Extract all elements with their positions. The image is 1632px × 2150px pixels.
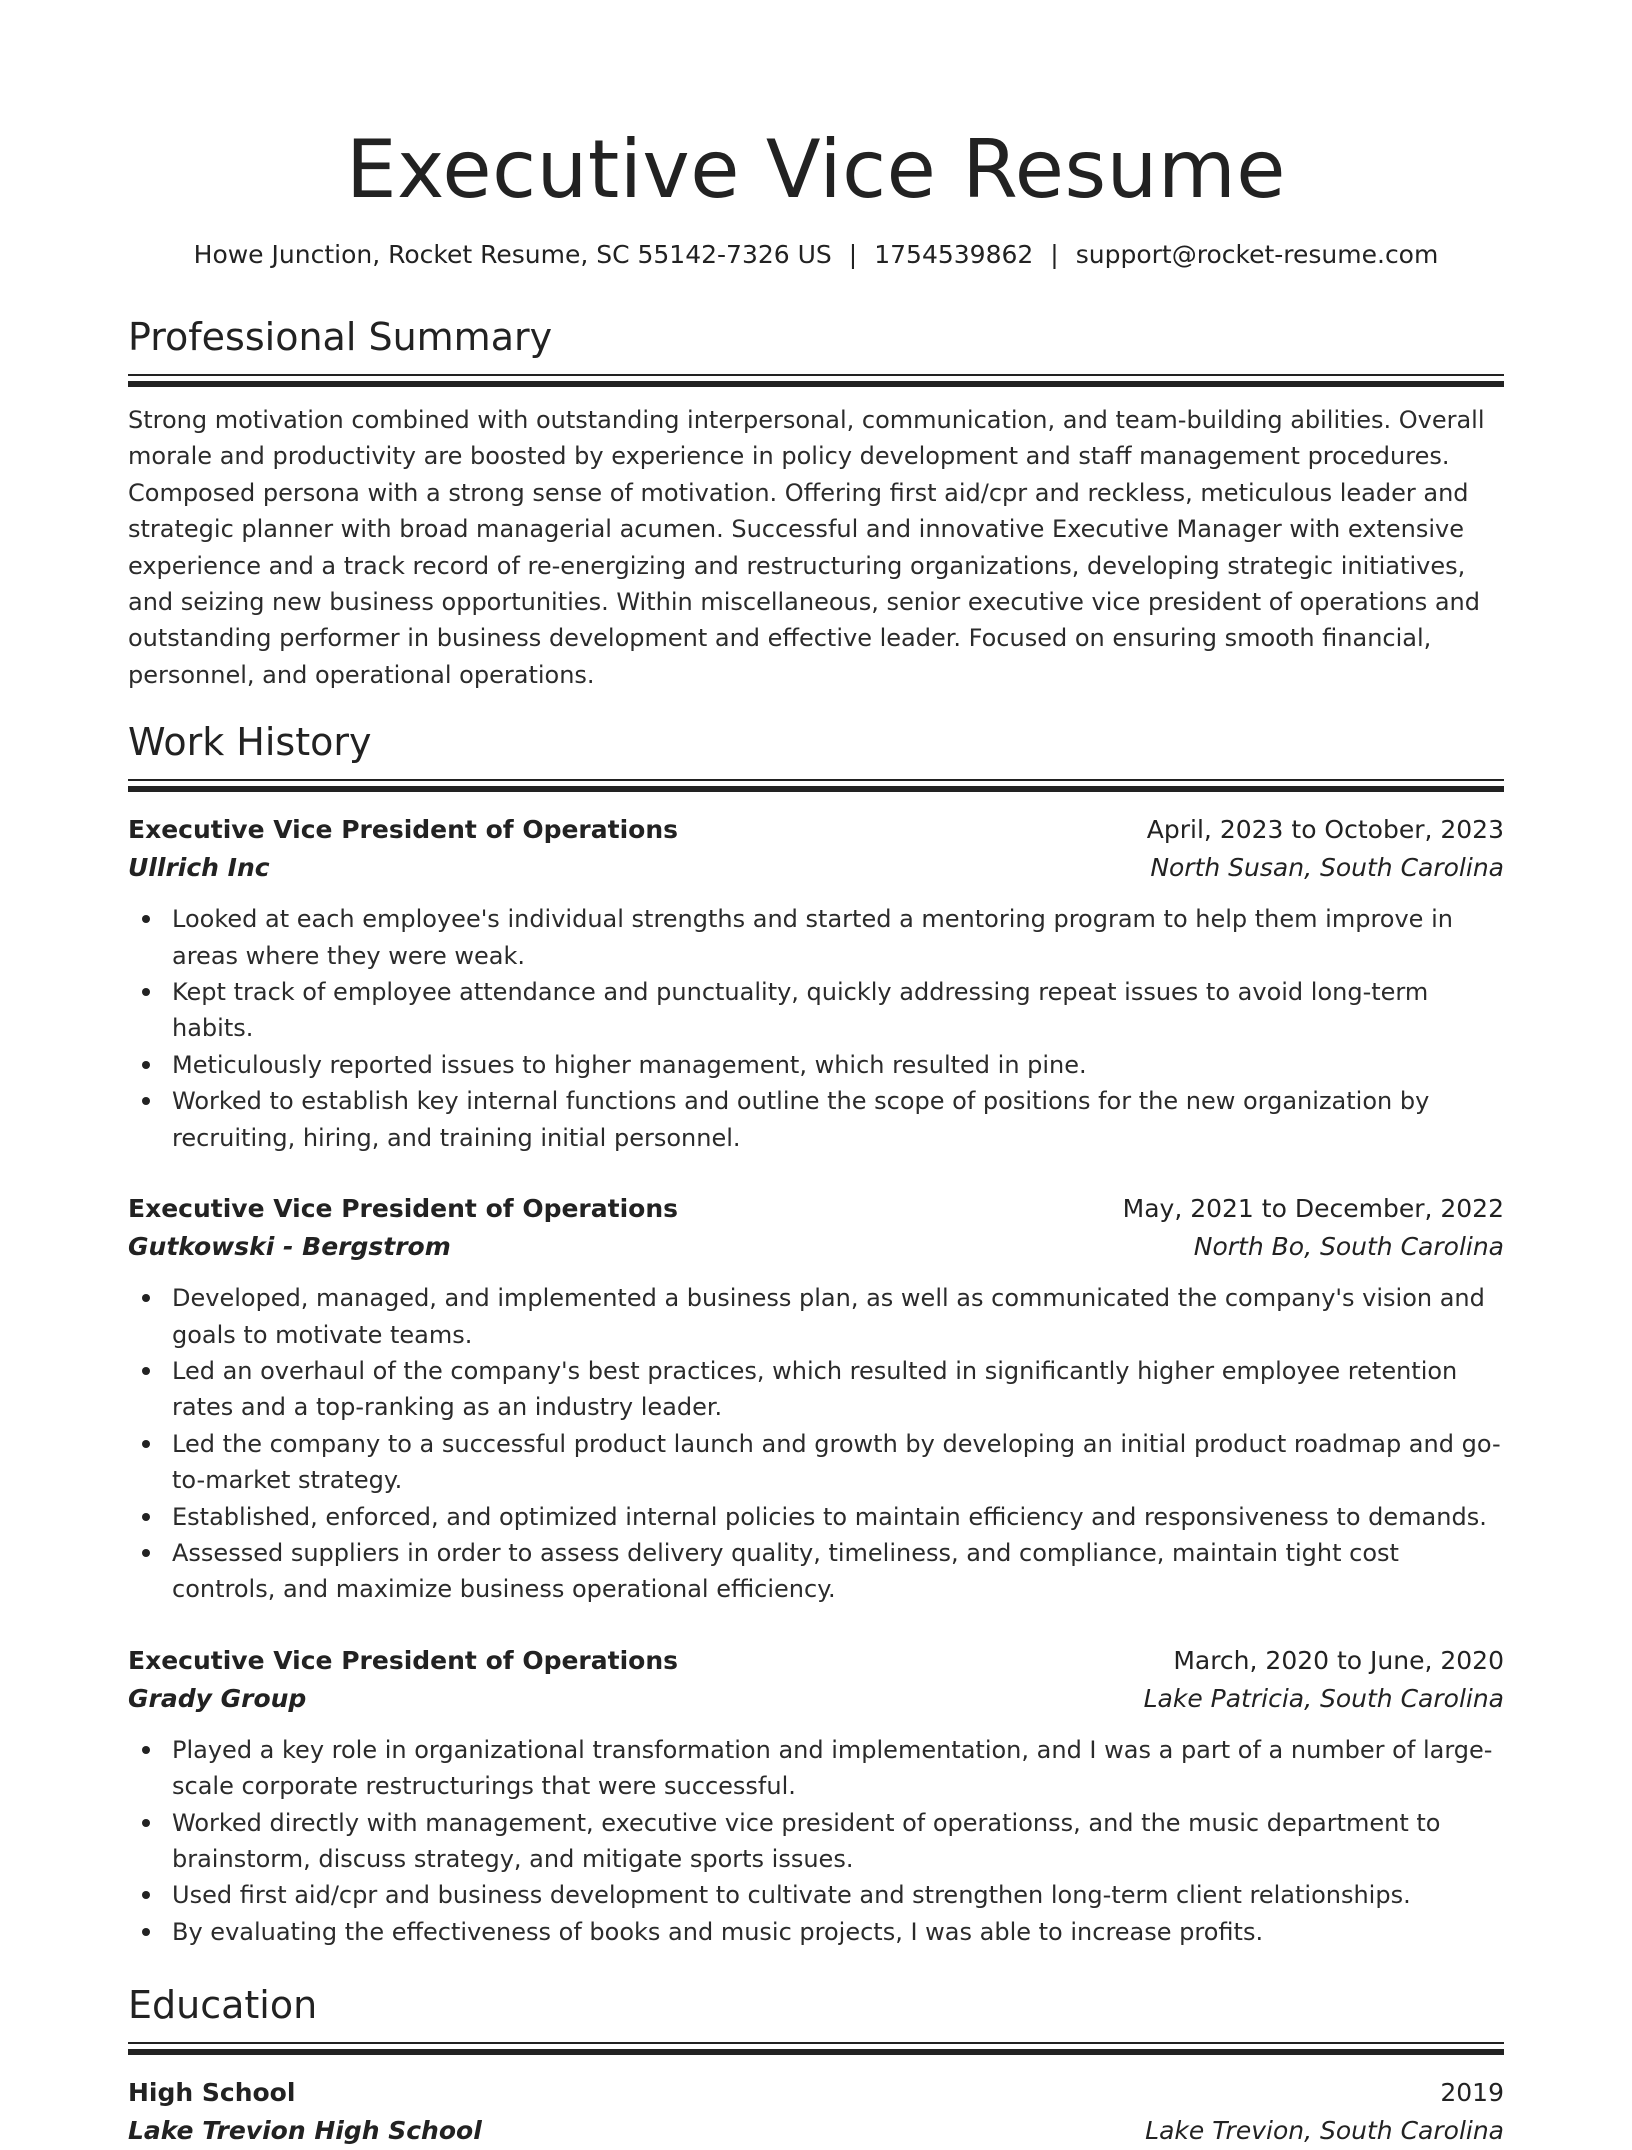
job-bullet: Assessed suppliers in order to assess delivery quality, timeliness, and compliance, maintain tight cost controls, and maximize business operational efficiency.: [128, 1535, 1504, 1608]
job-location: North Susan, South Carolina: [1150, 853, 1504, 883]
section-divider: [128, 2042, 1504, 2056]
job-location: North Bo, South Carolina: [1193, 1232, 1504, 1262]
contact-phone: 1754539862: [874, 240, 1034, 269]
education-school-row: [128, 2112, 1504, 2150]
job-company: Ullrich Inc: [128, 853, 270, 883]
section-divider: [128, 779, 1504, 793]
job-company-row: [128, 1680, 1504, 1718]
job-bullet: Led the company to a successful product launch and growth by developing an initial product roadmap and go-to-market strategy.: [128, 1426, 1504, 1499]
summary-text: Strong motivation combined with outstanding interpersonal, communication, and team-building abilities. Overall morale and productivity are boosted by experience in policy development and staff management procedures. Composed persona with a strong sense of motivation. Offering first aid/cpr and reckless, meticulous leader and strategic planner with broad managerial acumen. Successful and innovative Executive Manager with extensive experience and a track record of re-energizing and restructuring organizations, developing strategic initiatives, and seizing new business opportunities. Within miscellaneous, senior executive vice president of operations and outstanding performer in business development and effective leader. Focused on ensuring smooth financial, personnel, and operational operations.: [128, 406, 1485, 689]
section-heading-education: Education: [128, 1983, 318, 2028]
section-heading-summary: Professional Summary: [128, 315, 553, 359]
contact-email: support@rocket-resume.com: [1075, 240, 1439, 269]
job-company: Gutkowski - Bergstrom: [128, 1232, 451, 1262]
contact-separator: |: [1050, 240, 1059, 269]
resume-title: Executive Vice Resume: [346, 123, 1286, 216]
job-dates: March, 2020 to June, 2020: [1173, 1645, 1504, 1675]
job-location: Lake Patricia, South Carolina: [1143, 1683, 1504, 1713]
job-bullet: Looked at each employee's individual strengths and started a mentoring program to help them improve in areas where they were weak.: [128, 901, 1504, 974]
job-title: Executive Vice President of Operations: [128, 1645, 678, 1675]
work-history-section: [128, 717, 1504, 1950]
job-bullet: By evaluating the effectiveness of books and music projects, I was able to increase profits.: [128, 1914, 1504, 1950]
job-bullet: Meticulously reported issues to higher management, which resulted in pine.: [128, 1047, 1504, 1083]
job-company-row: [128, 849, 1504, 887]
education-year: 2019: [1440, 2078, 1504, 2108]
job-header-row: [128, 1190, 1504, 1228]
education-degree: High School: [128, 2078, 296, 2108]
contact-separator: |: [848, 240, 858, 269]
job-bullet: Developed, managed, and implemented a business plan, as well as communicated the company's vision and goals to motivate teams.: [128, 1280, 1504, 1353]
contact-line: [128, 238, 1504, 272]
job-title: Executive Vice President of Operations: [128, 1194, 678, 1224]
education-location: Lake Trevion, South Carolina: [1145, 2116, 1504, 2146]
contact-address: Howe Junction, Rocket Resume, SC 55142-7326 US: [193, 240, 832, 269]
job-title: Executive Vice President of Operations: [128, 815, 678, 845]
job-bullets: [128, 1280, 1504, 1608]
section-divider: [128, 374, 1504, 388]
job-entry: [128, 811, 1504, 1156]
job-header-row: [128, 811, 1504, 849]
job-bullet: Worked to establish key internal functions and outline the scope of positions for the new organization by recruiting, hiring, and training initial personnel.: [128, 1083, 1504, 1156]
section-heading-work-history: Work History: [128, 720, 372, 765]
job-bullets: [128, 901, 1504, 1156]
job-dates: May, 2021 to December, 2022: [1122, 1194, 1504, 1224]
summary-section: [128, 312, 1504, 693]
job-bullet: Played a key role in organizational transformation and implementation, and I was a part of a number of large-scale corporate restructurings that were successful.: [128, 1732, 1504, 1805]
job-entry: [128, 1190, 1504, 1608]
job-dates: April, 2023 to October, 2023: [1146, 815, 1504, 845]
job-company-row: [128, 1228, 1504, 1266]
education-section: [128, 1980, 1504, 2150]
education-entry: [128, 2074, 1504, 2150]
job-entry: [128, 1642, 1504, 1950]
job-bullet: Worked directly with management, executive vice president of operationss, and the music department to brainstorm, discuss strategy, and mitigate sports issues.: [128, 1805, 1504, 1878]
job-bullets: [128, 1732, 1504, 1950]
job-company: Grady Group: [128, 1683, 307, 1713]
job-bullet: Kept track of employee attendance and punctuality, quickly addressing repeat issues to avoid long-term habits.: [128, 974, 1504, 1047]
education-school: Lake Trevion High School: [128, 2116, 482, 2146]
job-bullet: Established, enforced, and optimized internal policies to maintain efficiency and responsiveness to demands.: [128, 1499, 1504, 1535]
job-bullet: Used first aid/cpr and business development to cultivate and strengthen long-term client relationships.: [128, 1877, 1504, 1913]
job-header-row: [128, 1642, 1504, 1680]
education-header-row: [128, 2074, 1504, 2112]
job-bullet: Led an overhaul of the company's best practices, which resulted in significantly higher employee retention rates and a top-ranking as an industry leader.: [128, 1353, 1504, 1426]
